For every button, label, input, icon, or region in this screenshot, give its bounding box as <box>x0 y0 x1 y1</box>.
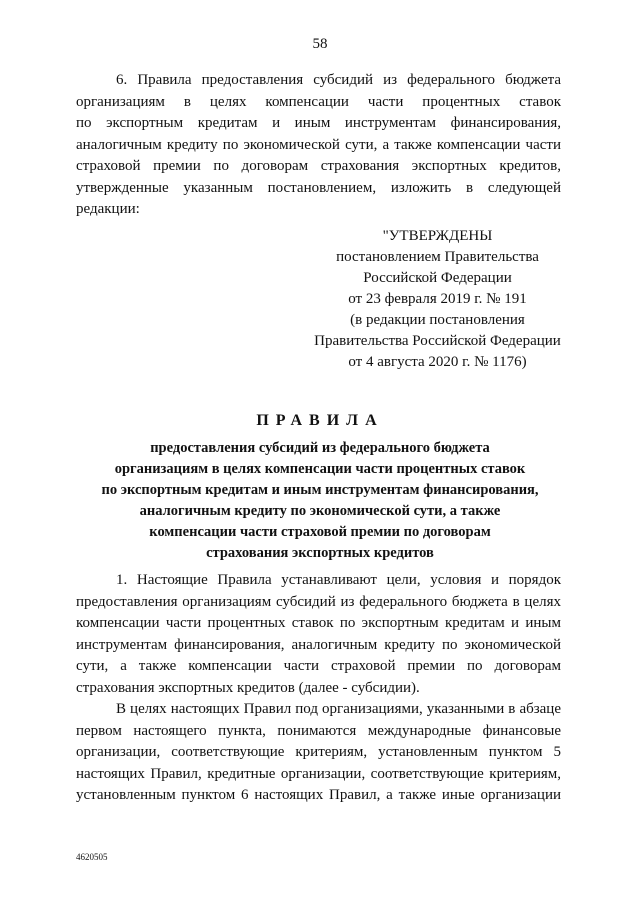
approval-line: постановлением Правительства <box>336 249 539 265</box>
text-line: предоставления организациям субсидий из федерального бюджета в целях <box>76 593 561 610</box>
document-subtitle <box>0 438 640 564</box>
text-line: организациям в целях компенсации части процентных ставок <box>76 93 561 110</box>
clause-1 <box>76 570 561 699</box>
footer-code: 4620505 <box>76 852 108 862</box>
page-number: 58 <box>312 36 328 52</box>
approval-line: "УТВЕРЖДЕНЫ <box>382 228 493 244</box>
text-line: инструментам финансирования, аналогичным кредиту по экономической <box>76 636 561 653</box>
text-line: настоящих Правил, кредитные организации, соответствующие критериям, <box>76 765 561 782</box>
subtitle-line: компенсации части страховой премии по договорам <box>149 524 491 540</box>
text-line: установленным пунктом 6 настоящих Правил, а также иные организации <box>76 787 561 803</box>
text-line: 1. Настоящие Правила устанавливают цели, условия и порядок <box>116 572 561 588</box>
approval-line: Российской Федерации <box>363 270 512 286</box>
subtitle-line: страхования экспортных кредитов <box>206 545 434 561</box>
approval-line: Правительства Российской Федерации <box>314 333 561 349</box>
text-line: по экспортным кредитам и иным инструментам финансирования, <box>76 115 561 131</box>
text-line: утвержденные указанным постановлением, изложить в следующей <box>76 179 561 196</box>
subtitle-line: организациям в целях компенсации части процентных ставок <box>114 461 526 477</box>
text-line: аналогичным кредиту по экономической сути, а также компенсации части <box>76 136 561 153</box>
text-line: страховой премии по договорам страхования экспортных кредитов, <box>76 158 561 174</box>
intro-paragraph <box>76 70 561 221</box>
subtitle-line: предоставления субсидий из федерального бюджета <box>150 440 490 456</box>
approval-line: от 23 февраля 2019 г. № 191 <box>348 291 527 307</box>
clause-1-continued <box>76 699 561 807</box>
text-line: В целях настоящих Правил под организациями, указанными в абзаце <box>116 701 561 717</box>
text-line: сути, а также компенсации части страховой премии по договорам <box>76 658 561 674</box>
subtitle-line: по экспортным кредитам и иным инструментам финансирования, <box>101 482 539 498</box>
subtitle-line: аналогичным кредиту по экономической сути, а также <box>139 503 501 519</box>
text-line: редакции: <box>76 201 140 217</box>
approval-line: (в редакции постановления <box>350 312 525 328</box>
document-title: ПРАВИЛА <box>256 412 384 429</box>
text-line: страхования экспортных кредитов (далее - субсидии). <box>76 679 420 696</box>
text-line: компенсации части процентных ставок по экспортным кредитам и иным <box>76 615 561 631</box>
text-line: организации, соответствующие критериям, установленным пунктом 5 <box>76 744 561 760</box>
text-line: первом настоящего пункта, понимаются международные финансовые <box>76 722 561 739</box>
approval-line: от 4 августа 2020 г. № 1176) <box>348 354 527 370</box>
text-line: 6. Правила предоставления субсидий из федерального бюджета <box>116 72 561 88</box>
approval-block <box>300 226 575 373</box>
